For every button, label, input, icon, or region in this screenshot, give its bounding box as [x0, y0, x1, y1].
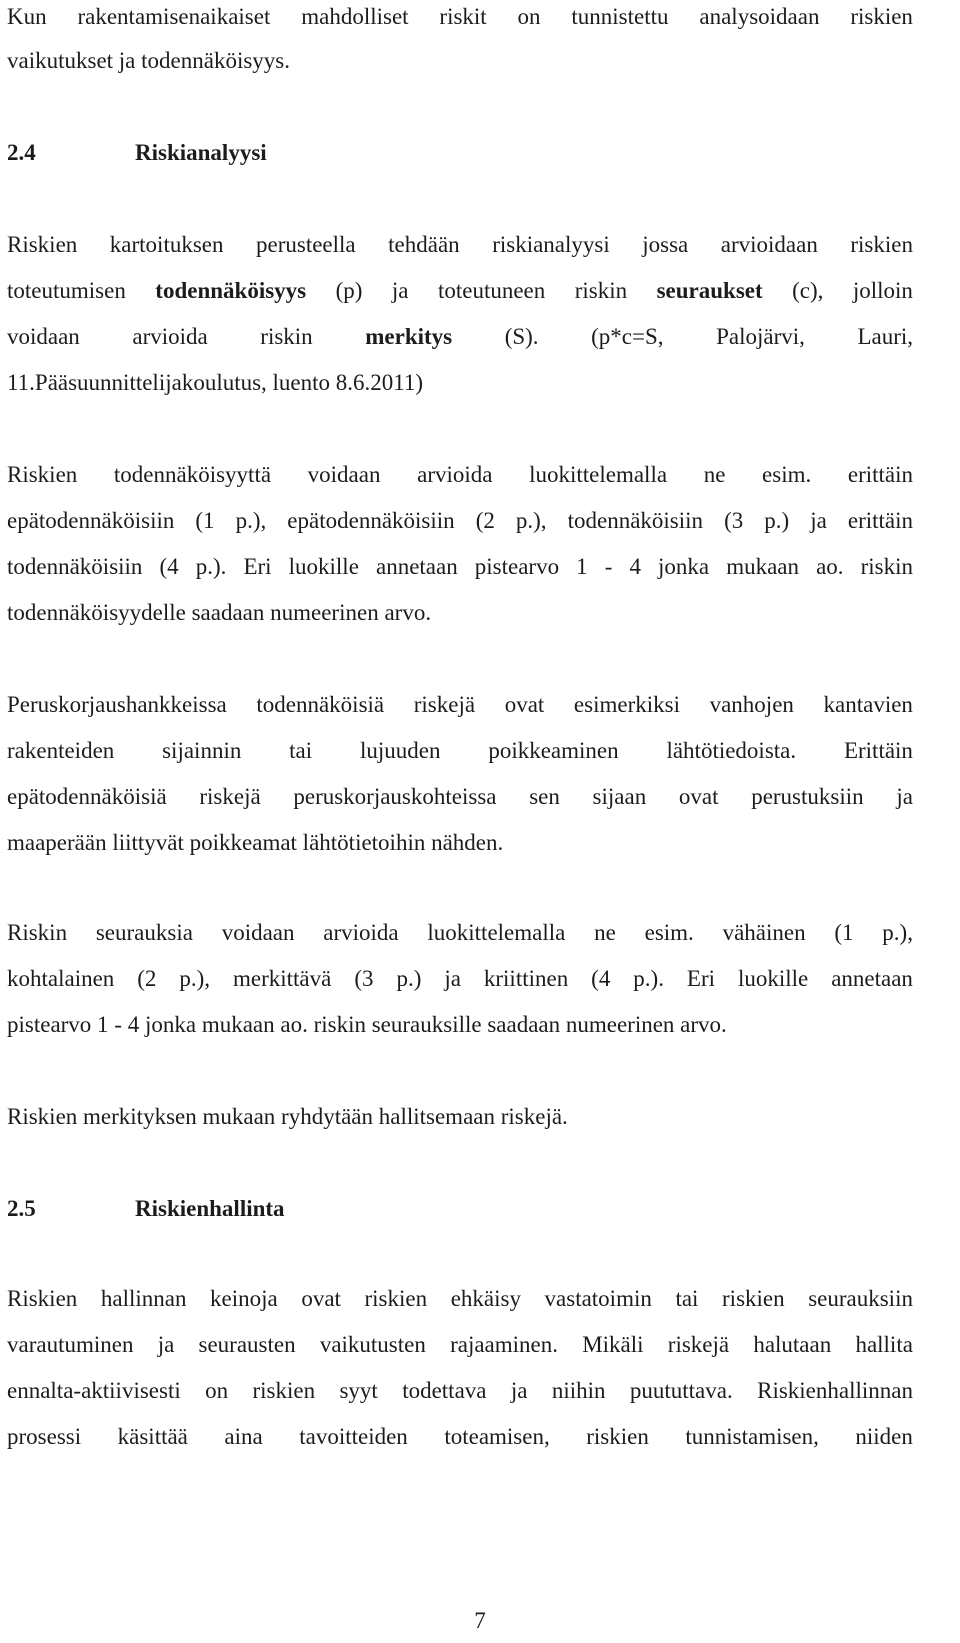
word: ne: [594, 920, 616, 945]
word: toteutuneen: [437, 278, 546, 303]
word: hallita: [855, 1332, 913, 1357]
word: ovat: [678, 784, 719, 809]
p1-line-4: [7, 368, 913, 398]
p5-line-1: [7, 1102, 913, 1132]
word: rakenteiden: [7, 738, 115, 763]
s25-p1-line-3: [7, 1376, 913, 1406]
p4-line-1: [7, 918, 913, 948]
word: p.),: [179, 966, 211, 991]
bold-term: [365, 322, 452, 352]
word: ja: [157, 1332, 175, 1357]
word: ne: [703, 462, 726, 487]
word: pistearvo: [474, 554, 560, 579]
word: esim.: [644, 920, 694, 945]
word: aina: [224, 1424, 263, 1449]
word: ennalta-aktiivisesti: [7, 1378, 181, 1403]
word: riskien: [586, 1424, 649, 1449]
word: kantavien: [823, 692, 913, 717]
text: vaikutukset ja todennäköisyys.: [7, 48, 290, 73]
word: lähtötiedoista.: [666, 738, 797, 763]
p2-line-4: [7, 598, 913, 628]
word: (3: [354, 966, 374, 991]
word: erittäin: [847, 508, 913, 533]
word: on: [517, 4, 541, 29]
p4-line-2: [7, 964, 913, 994]
word: Mikäli: [582, 1332, 644, 1357]
word: lujuuden: [360, 738, 441, 763]
word: esim.: [762, 462, 812, 487]
word: peruskorjauskohteissa: [293, 784, 497, 809]
word: tunnistettu: [571, 4, 669, 29]
word: kohtalainen: [7, 966, 115, 991]
p2-line-2: [7, 506, 913, 536]
word: sijainnin: [162, 738, 242, 763]
word: todennäköisiä: [256, 692, 385, 717]
word: riskien: [364, 1286, 428, 1311]
p1-line-1: [7, 230, 913, 260]
word: vähäinen: [722, 920, 806, 945]
word: p.): [396, 966, 422, 991]
word: vastatoimin: [544, 1286, 652, 1311]
word: arvioida: [417, 462, 493, 487]
s25-p1-line-2: [7, 1330, 913, 1360]
word: toteamisen,: [444, 1424, 550, 1449]
word: seurauksia: [95, 920, 193, 945]
word: toteutumisen: [7, 278, 126, 303]
word: p.),: [515, 508, 547, 533]
word: keinoja: [210, 1286, 278, 1311]
word: tunnistamisen,: [685, 1424, 819, 1449]
word: halutaan: [753, 1332, 832, 1357]
word: Kun: [7, 4, 47, 29]
word: epätodennäköisiin: [287, 508, 455, 533]
word: niiden: [855, 1424, 913, 1449]
word: riskianalyysi: [492, 232, 610, 257]
word: jonka: [658, 554, 710, 579]
s25-p1-line-4: [7, 1422, 913, 1452]
p2-line-3: [7, 552, 913, 582]
word: riskien: [252, 1378, 316, 1403]
p3-line-3: [7, 782, 913, 812]
word: voidaan: [221, 920, 295, 945]
word: jolloin: [852, 278, 913, 303]
text: todennäköisyydelle saadaan numeerinen arvo.: [7, 600, 432, 625]
term-seuraukset: seuraukset: [656, 278, 763, 303]
word: Riskin: [7, 920, 68, 945]
word: arvioida: [132, 324, 208, 349]
word: analysoidaan: [699, 4, 820, 29]
word: epätodennäköisiä: [7, 784, 167, 809]
word: -: [604, 554, 613, 579]
word: rajaaminen.: [450, 1332, 558, 1357]
word: 4: [629, 554, 641, 579]
word: (1: [195, 508, 215, 533]
word: riskien: [722, 1286, 785, 1311]
word: varautuminen: [7, 1332, 134, 1357]
section-number: 2.4: [7, 140, 36, 165]
section-title: Riskianalyysi: [135, 140, 267, 165]
term-todennakoisyys: todennäköisyys: [155, 278, 307, 303]
word: puututtava.: [629, 1378, 733, 1403]
word: ja: [444, 966, 461, 991]
word: riskejä: [413, 692, 476, 717]
bold-term: [657, 276, 763, 306]
word: p.).: [633, 966, 664, 991]
word: luokittelemalla: [427, 920, 566, 945]
word: perusteella: [256, 232, 356, 257]
word: todennäköisiin: [567, 508, 704, 533]
word: voidaan: [7, 324, 80, 349]
term-merkitys: merkitys: [365, 324, 453, 349]
word: hallinnan: [100, 1286, 187, 1311]
p4-line-3: [7, 1010, 913, 1040]
s25-p1-line-1: [7, 1284, 913, 1314]
text: maaperään liittyvät poikkeamat lähtötietoihin nähden.: [7, 830, 504, 855]
word: riskien: [850, 232, 913, 257]
word: p.),: [235, 508, 267, 533]
word: voidaan: [307, 462, 381, 487]
page-number: 7: [474, 1608, 486, 1633]
word: ovat: [301, 1286, 341, 1311]
word: Eri: [686, 966, 716, 991]
word: (4: [591, 966, 611, 991]
word: ja: [896, 784, 913, 809]
word: ehkäisy: [450, 1286, 521, 1311]
word: rakentamisenaikaiset: [77, 4, 271, 29]
word: tai: [675, 1286, 699, 1311]
word: (S).: [504, 324, 539, 349]
word: riskejä: [667, 1332, 730, 1357]
p1-line-2: [7, 276, 913, 306]
p3-line-4: [7, 828, 913, 858]
word: luokittelemalla: [529, 462, 668, 487]
word: ja: [391, 278, 409, 303]
word: riskejä: [199, 784, 261, 809]
word: perustuksiin: [751, 784, 864, 809]
word: seurauksiin: [808, 1286, 913, 1311]
word: erittäin: [847, 462, 913, 487]
word: riskit: [439, 4, 487, 29]
word: prosessi: [7, 1424, 82, 1449]
word: luokille: [737, 966, 809, 991]
word: (3: [724, 508, 744, 533]
word: vanhojen: [709, 692, 794, 717]
p1-line-3: [7, 322, 913, 352]
word: ovat: [504, 692, 545, 717]
word: sijaan: [592, 784, 647, 809]
p3-line-2: [7, 736, 913, 766]
word: (1: [834, 920, 854, 945]
text: pistearvo 1 - 4 jonka mukaan ao. riskin seurauksille saadaan numeerinen arvo.: [7, 1012, 727, 1037]
word: p.): [764, 508, 790, 533]
word: riskin: [260, 324, 313, 349]
intro-line-2: [7, 46, 913, 76]
word: esimerkiksi: [573, 692, 680, 717]
word: Eri: [243, 554, 272, 579]
word: seurausten: [198, 1332, 296, 1357]
word: kriittinen: [483, 966, 569, 991]
word: luokille: [288, 554, 359, 579]
word: sen: [529, 784, 560, 809]
word: Riskienhallinnan: [757, 1378, 913, 1403]
word: tehdään: [388, 232, 460, 257]
bold-term: [155, 276, 306, 306]
word: p.).: [195, 554, 227, 579]
word: 1: [576, 554, 588, 579]
word: niihin: [551, 1378, 606, 1403]
word: kartoituksen: [109, 232, 224, 257]
word: Riskien: [7, 462, 78, 487]
section-title: Riskienhallinta: [135, 1196, 285, 1221]
word: Erittäin: [843, 738, 913, 763]
p3-line-1: [7, 690, 913, 720]
word: merkittävä: [233, 966, 332, 991]
word: todennäköisiin: [7, 554, 143, 579]
word: epätodennäköisiin: [7, 508, 175, 533]
word: (2: [137, 966, 157, 991]
word: mukaan: [726, 554, 799, 579]
intro-line-1: [7, 2, 913, 32]
word: annetaan: [375, 554, 458, 579]
text: Riskien merkityksen mukaan ryhdytään hallitsemaan riskejä.: [7, 1104, 568, 1129]
word: käsittää: [117, 1424, 188, 1449]
word: (c),: [792, 278, 824, 303]
word: on: [205, 1378, 229, 1403]
word: Peruskorjaushankkeissa: [7, 692, 227, 717]
word: poikkeaminen: [488, 738, 619, 763]
word: ao.: [816, 554, 844, 579]
word: (2: [475, 508, 495, 533]
word: p.),: [882, 920, 913, 945]
word: ja: [810, 508, 827, 533]
word: (4: [159, 554, 179, 579]
word: Lauri,: [857, 324, 913, 349]
word: annetaan: [831, 966, 913, 991]
word: mahdolliset: [301, 4, 409, 29]
word: todennäköisyyttä: [113, 462, 272, 487]
word: syyt: [339, 1378, 378, 1403]
word: Riskien: [7, 1286, 78, 1311]
word: arvioida: [323, 920, 399, 945]
word: tavoitteiden: [299, 1424, 408, 1449]
word: arvioidaan: [720, 232, 818, 257]
word: vaikutusten: [319, 1332, 426, 1357]
word: riskin: [574, 278, 628, 303]
word: riskien: [850, 4, 913, 29]
word: riskin: [860, 554, 913, 579]
section-number: 2.5: [7, 1196, 36, 1221]
word: Riskien: [7, 232, 78, 257]
p2-line-1: [7, 460, 913, 490]
word: ja: [510, 1378, 528, 1403]
word: (p): [335, 278, 363, 303]
text: 11.Pääsuunnittelijakoulutus, luento 8.6.2011): [7, 370, 424, 395]
word: tai: [289, 738, 313, 763]
word: Palojärvi,: [716, 324, 805, 349]
word: (p*c=S,: [591, 324, 664, 349]
word: jossa: [642, 232, 689, 257]
word: todettava: [402, 1378, 487, 1403]
